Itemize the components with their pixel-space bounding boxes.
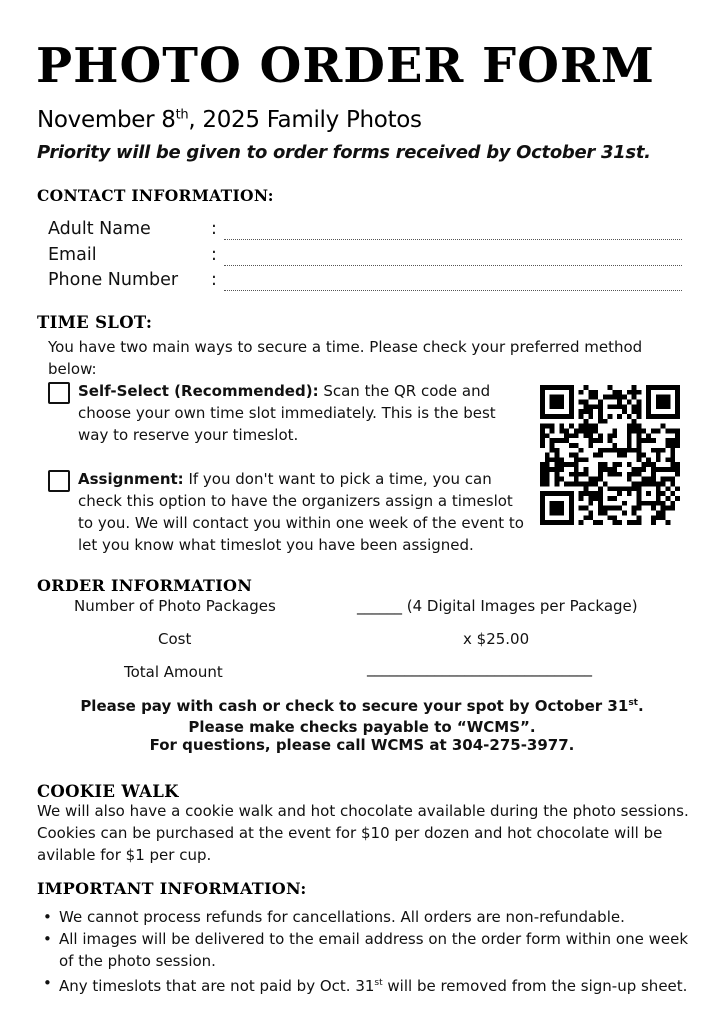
subtitle-suffix: th bbox=[175, 107, 189, 123]
timeslot-heading-text: TIME SLOT bbox=[37, 313, 146, 332]
important-list bbox=[37, 906, 707, 997]
packages-value[interactable]: ______ (4 Digital Images per Package) bbox=[357, 597, 638, 615]
phone-label: Phone Number bbox=[48, 270, 179, 290]
self-select-checkbox[interactable] bbox=[48, 382, 70, 404]
adult-name-colon: : bbox=[211, 219, 217, 239]
email-field[interactable] bbox=[224, 265, 682, 266]
list-item-rest: will be removed from the sign-up sheet. bbox=[382, 977, 688, 995]
timeslot-heading-colon: : bbox=[145, 313, 153, 332]
payment-note-rest: . Please make checks payable to “WCMS”. bbox=[188, 697, 644, 736]
timeslot-heading bbox=[37, 313, 152, 332]
cost-label: Cost bbox=[158, 630, 192, 648]
phone-field[interactable] bbox=[224, 290, 682, 291]
questions-note: For questions, please call WCMS at 304-275-3977. bbox=[149, 736, 575, 754]
important-heading-colon: : bbox=[300, 879, 307, 898]
cookie-heading: COOKIE WALK bbox=[37, 782, 179, 801]
list-item: • All images will be delivered to the email address on the order form within one week of the photo session. bbox=[37, 928, 707, 972]
event-subtitle bbox=[37, 107, 422, 133]
list-item: • We cannot process refunds for cancellations. All orders are non-refundable. bbox=[37, 906, 707, 928]
contact-heading bbox=[37, 186, 274, 205]
assignment-checkbox[interactable] bbox=[48, 470, 70, 492]
important-heading bbox=[37, 879, 307, 898]
self-select-desc: Scan the QR code and choose your own time slot immediately. This is the best way to reserve your timeslot. bbox=[78, 382, 496, 444]
payment-note-suffix: st bbox=[628, 698, 638, 708]
important-heading-text: IMPORTANT INFORMATION bbox=[37, 879, 301, 898]
total-label: Total Amount bbox=[124, 663, 223, 681]
priority-note: Priority will be given to order forms received by October 31st. bbox=[37, 142, 651, 163]
assignment-desc: If you don't want to pick a time, you can check this option to have the organizers assign a timeslot to you. We will contact you within one week of the event to let you know what timeslot you have been assigned. bbox=[78, 470, 524, 554]
assignment-title: Assignment: bbox=[78, 470, 184, 488]
payment-note-text: Please pay with cash or check to secure your spot by October 31 bbox=[80, 697, 629, 715]
contact-heading-text: CONTACT INFORMATION bbox=[37, 186, 268, 205]
list-item-suffix: st bbox=[374, 978, 383, 988]
self-select-title: Self-Select (Recommended): bbox=[78, 382, 319, 400]
payment-note bbox=[0, 693, 724, 738]
self-select-option bbox=[78, 380, 526, 446]
list-item-text: Any timeslots that are not paid by Oct. 31 bbox=[59, 977, 375, 995]
cookie-text: We will also have a cookie walk and hot chocolate available during the photo sessions. Cookies can be purchased at the event for $10 per dozen and hot chocolate will be avilable for $1 per cup. bbox=[37, 802, 689, 864]
subtitle-date: November 8 bbox=[37, 107, 176, 133]
qr-code-icon[interactable] bbox=[540, 385, 680, 525]
email-colon: : bbox=[211, 245, 217, 265]
timeslot-intro: You have two main ways to secure a time. Please check your preferred method below: bbox=[48, 338, 643, 378]
subtitle-rest: , 2025 Family Photos bbox=[188, 107, 422, 133]
adult-name-field[interactable] bbox=[224, 239, 682, 240]
adult-name-label: Adult Name bbox=[48, 219, 151, 239]
phone-colon: : bbox=[211, 270, 217, 290]
contact-heading-colon: : bbox=[267, 186, 274, 205]
order-heading: ORDER INFORMATION bbox=[37, 576, 253, 595]
total-value[interactable]: ______________________________ bbox=[367, 659, 592, 677]
assignment-option bbox=[78, 468, 526, 556]
page-title: PHOTO ORDER FORM bbox=[36, 38, 655, 94]
packages-label: Number of Photo Packages bbox=[74, 597, 276, 615]
cost-value: x $25.00 bbox=[463, 630, 530, 648]
email-label: Email bbox=[48, 245, 97, 265]
list-item bbox=[37, 972, 707, 997]
